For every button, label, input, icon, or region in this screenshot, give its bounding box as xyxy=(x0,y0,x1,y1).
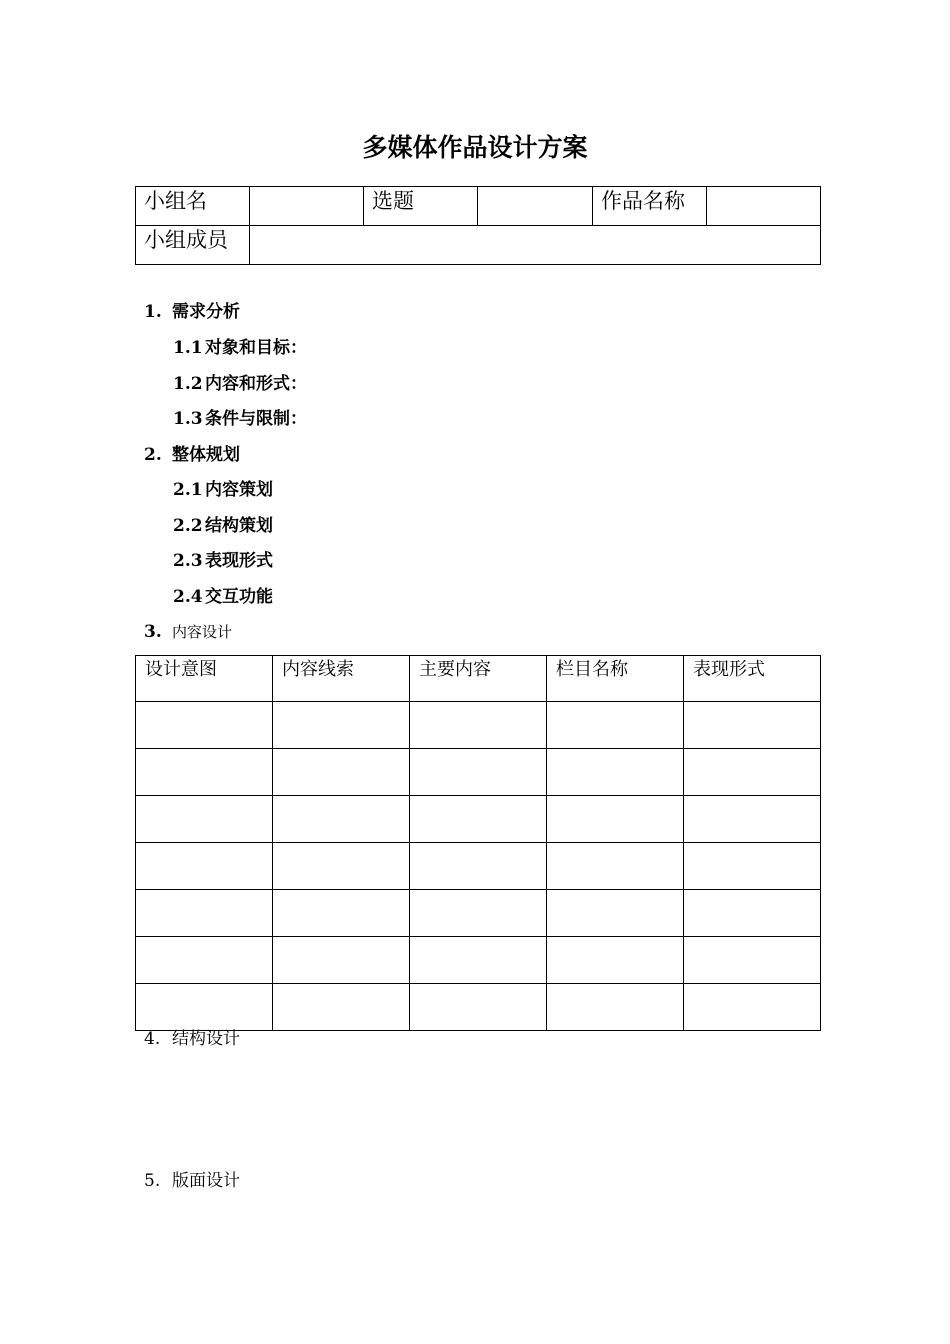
subsection-number: 1.3 xyxy=(173,409,203,429)
section-number: 5. xyxy=(144,1171,161,1191)
table-header-cell: 表现形式 xyxy=(684,656,821,702)
group-name-label: 小组名 xyxy=(136,187,250,226)
section-heading xyxy=(144,620,232,644)
table-cell[interactable] xyxy=(547,890,684,937)
table-cell[interactable] xyxy=(684,702,821,749)
table-cell[interactable] xyxy=(547,796,684,843)
table-cell[interactable] xyxy=(410,937,547,984)
subsection-label: 交互功能 xyxy=(205,587,273,607)
section-label: 内容设计 xyxy=(172,623,233,641)
subsection-number: 1.2 xyxy=(173,374,203,394)
content-design-table xyxy=(135,655,821,1031)
table-header-row xyxy=(136,656,821,702)
subsection-heading xyxy=(173,514,273,538)
table-cell[interactable] xyxy=(684,937,821,984)
subsection-heading xyxy=(173,478,273,502)
subsection-label: 表现形式 xyxy=(205,551,273,571)
table-cell[interactable] xyxy=(273,890,410,937)
table-cell[interactable] xyxy=(684,890,821,937)
table-header-cell: 主要内容 xyxy=(410,656,547,702)
section-number: 4. xyxy=(144,1029,161,1049)
table-cell[interactable] xyxy=(136,937,273,984)
table-cell[interactable] xyxy=(410,843,547,890)
subsection-label: 内容策划 xyxy=(205,480,273,500)
table-cell[interactable] xyxy=(136,984,273,1031)
table-cell[interactable] xyxy=(547,749,684,796)
table-cell[interactable] xyxy=(136,843,273,890)
section-number: 3. xyxy=(144,622,162,642)
section-number: 1. xyxy=(144,302,162,322)
table-cell[interactable] xyxy=(684,843,821,890)
document-title: 多媒体作品设计方案 xyxy=(362,133,588,162)
subsection-number: 2.2 xyxy=(173,516,203,536)
table-row xyxy=(136,984,821,1031)
subsection-number: 2.3 xyxy=(173,551,203,571)
subsection-label: 结构策划 xyxy=(205,516,273,536)
table-header-cell: 设计意图 xyxy=(136,656,273,702)
work-name-label: 作品名称 xyxy=(593,187,707,226)
table-row xyxy=(136,890,821,937)
table-row xyxy=(136,749,821,796)
table-cell[interactable] xyxy=(273,796,410,843)
table-cell[interactable] xyxy=(136,890,273,937)
subsection-heading xyxy=(173,336,307,360)
table-cell[interactable] xyxy=(410,984,547,1031)
subsection-label: 内容和形式： xyxy=(205,374,307,394)
work-name-field[interactable] xyxy=(707,187,821,226)
section-heading xyxy=(144,300,240,324)
subsection-number: 2.4 xyxy=(173,587,203,607)
table-cell[interactable] xyxy=(684,984,821,1031)
table-cell[interactable] xyxy=(136,796,273,843)
table-cell[interactable] xyxy=(136,749,273,796)
topic-field[interactable] xyxy=(478,187,593,226)
table-cell[interactable] xyxy=(410,890,547,937)
table-row xyxy=(136,796,821,843)
subsection-label: 条件与限制： xyxy=(205,409,307,429)
section-label: 整体规划 xyxy=(172,445,240,465)
subsection-heading xyxy=(173,585,273,609)
table-cell[interactable] xyxy=(684,796,821,843)
subsection-heading xyxy=(173,407,307,431)
table-cell[interactable] xyxy=(547,843,684,890)
section-label: 版面设计 xyxy=(172,1171,240,1191)
table-cell[interactable] xyxy=(136,702,273,749)
subsection-label: 对象和目标： xyxy=(205,338,307,358)
table-cell[interactable] xyxy=(410,796,547,843)
subsection-number: 2.1 xyxy=(173,480,203,500)
subsection-number: 1.1 xyxy=(173,338,203,358)
table-cell[interactable] xyxy=(547,937,684,984)
table-cell[interactable] xyxy=(273,937,410,984)
section-label: 结构设计 xyxy=(172,1029,240,1049)
table-row xyxy=(136,702,821,749)
subsection-heading xyxy=(173,372,307,396)
section-heading xyxy=(144,1027,240,1051)
table-cell[interactable] xyxy=(410,749,547,796)
group-info-table xyxy=(135,186,821,265)
members-field[interactable] xyxy=(250,226,821,265)
subsection-heading xyxy=(173,549,273,573)
table-cell[interactable] xyxy=(410,702,547,749)
table-cell[interactable] xyxy=(273,702,410,749)
table-row xyxy=(136,843,821,890)
table-cell[interactable] xyxy=(684,749,821,796)
table-cell[interactable] xyxy=(273,749,410,796)
section-heading xyxy=(144,1169,240,1193)
table-cell[interactable] xyxy=(273,984,410,1031)
table-row xyxy=(136,937,821,984)
members-label: 小组成员 xyxy=(136,226,250,265)
table-cell[interactable] xyxy=(547,702,684,749)
table-header-cell: 栏目名称 xyxy=(547,656,684,702)
section-label: 需求分析 xyxy=(172,302,240,322)
section-heading xyxy=(144,443,240,467)
table-header-cell: 内容线索 xyxy=(273,656,410,702)
table-cell[interactable] xyxy=(273,843,410,890)
group-name-field[interactable] xyxy=(250,187,364,226)
section-number: 2. xyxy=(144,445,162,465)
table-cell[interactable] xyxy=(547,984,684,1031)
topic-label: 选题 xyxy=(364,187,478,226)
